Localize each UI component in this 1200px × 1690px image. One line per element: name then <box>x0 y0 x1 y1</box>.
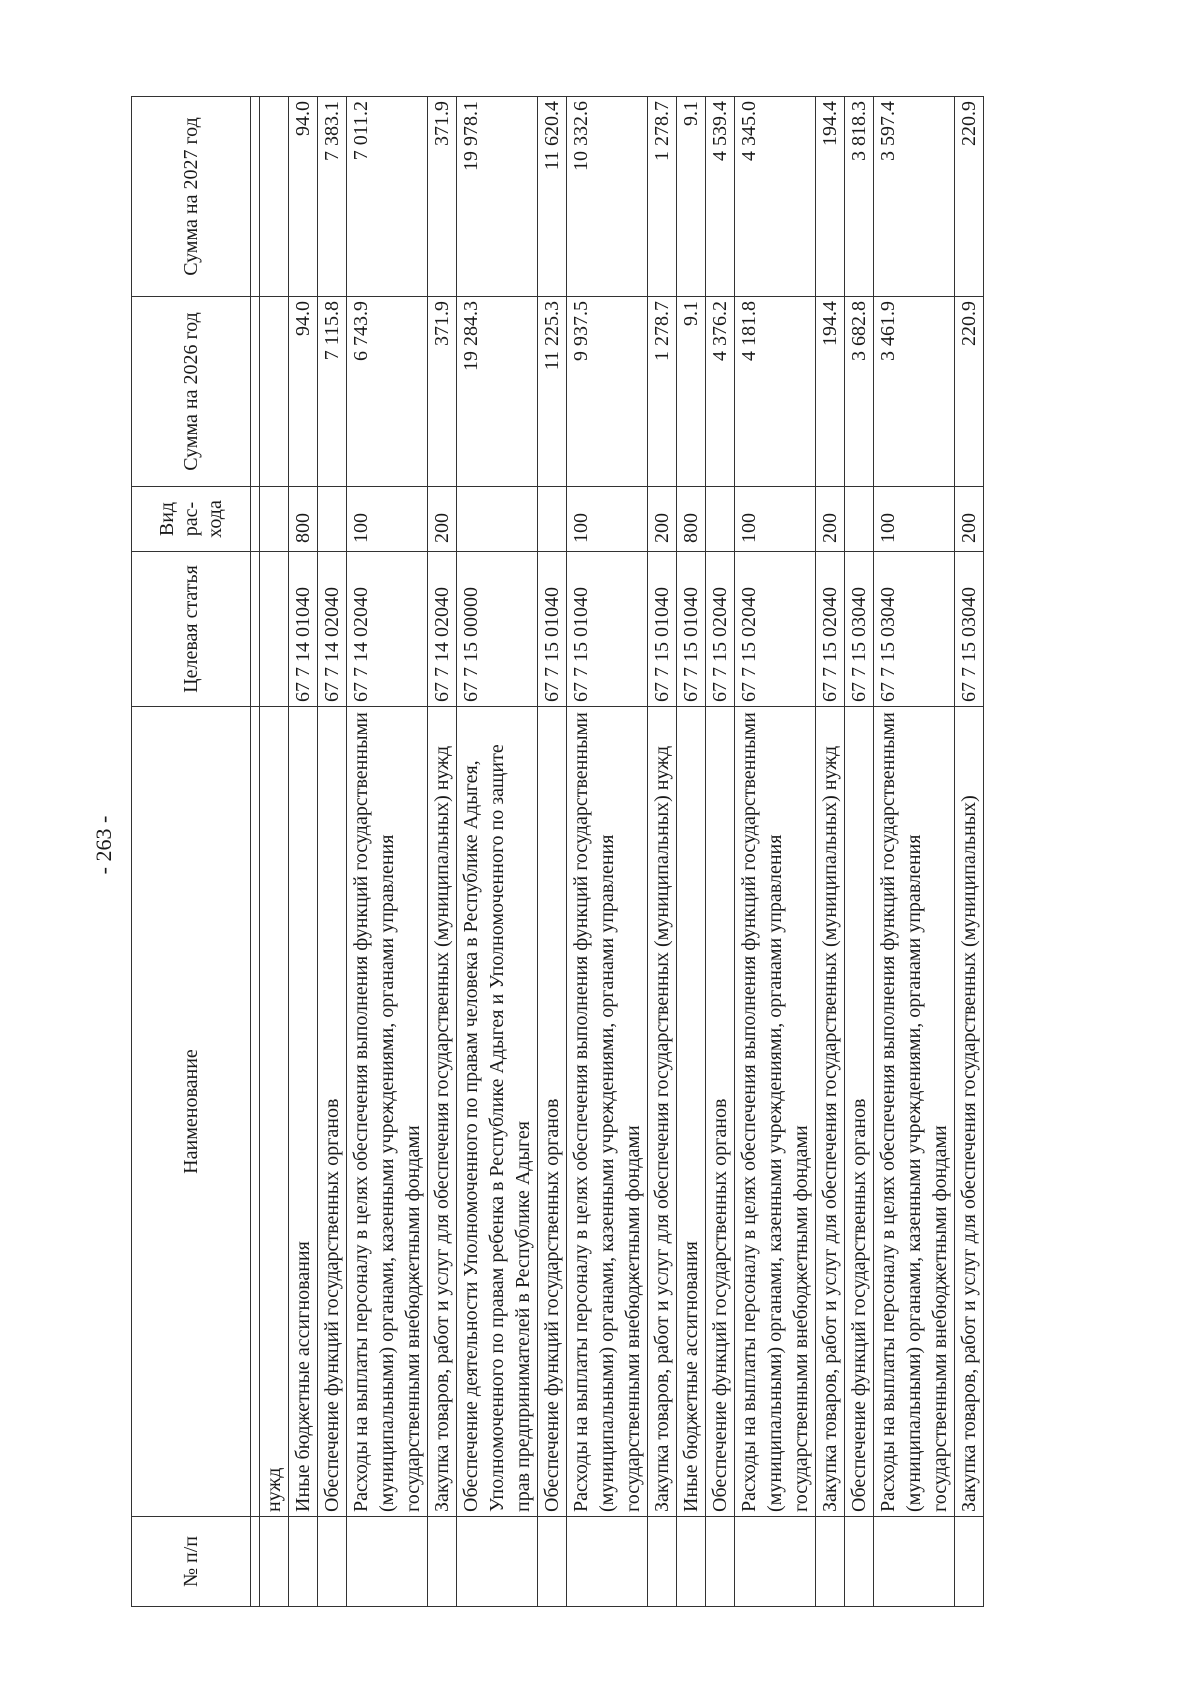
header-num: № п/п <box>132 1517 251 1607</box>
table-row <box>845 97 874 1607</box>
table-row <box>457 97 538 1607</box>
cell-sum-2027: 194.4 <box>816 97 845 297</box>
cell-sum-2027: 19 978.1 <box>457 97 538 297</box>
cell-num <box>874 1517 955 1607</box>
cell-sum-2026: 9 937.5 <box>567 297 648 487</box>
cell-num <box>735 1517 816 1607</box>
page-number: - 263 - <box>91 815 116 875</box>
cell-sum-2027 <box>260 97 289 297</box>
cell-sum-2027: 371.9 <box>428 97 457 297</box>
cell-sum-2027: 94.0 <box>289 97 318 297</box>
cell-expense-type: 100 <box>347 487 428 552</box>
cell-expense-type <box>457 487 538 552</box>
table-row <box>260 97 289 1607</box>
cell-target-article: 67 7 14 02040 <box>318 552 347 707</box>
cell-target-article: 67 7 15 03040 <box>955 552 984 707</box>
cell-sum-2026: 371.9 <box>428 297 457 487</box>
table-row-spacer <box>251 97 260 1607</box>
table-row <box>735 97 816 1607</box>
cell-sum-2026: 6 743.9 <box>347 297 428 487</box>
cell-expense-type: 800 <box>289 487 318 552</box>
cell-num <box>538 1517 567 1607</box>
cell-sum-2026: 7 115.8 <box>318 297 347 487</box>
table-row <box>874 97 955 1607</box>
cell-num <box>318 1517 347 1607</box>
cell-expense-type: 200 <box>955 487 984 552</box>
cell-sum-2027: 9.1 <box>677 97 706 297</box>
cell-num <box>816 1517 845 1607</box>
cell-name: Закупка товаров, работ и услуг для обеспечения государственных (муниципальных) нужд <box>648 707 677 1517</box>
cell-num <box>955 1517 984 1607</box>
cell-expense-type <box>845 487 874 552</box>
cell-expense-type: 100 <box>567 487 648 552</box>
table-row <box>538 97 567 1607</box>
table-body <box>251 97 984 1607</box>
cell-expense-type: 100 <box>874 487 955 552</box>
cell-expense-type <box>706 487 735 552</box>
cell-name: Обеспечение функций государственных органов <box>318 707 347 1517</box>
cell-name: Обеспечение функций государственных органов <box>538 707 567 1517</box>
cell-target-article: 67 7 15 02040 <box>706 552 735 707</box>
cell-target-article: 67 7 15 01040 <box>567 552 648 707</box>
table-row <box>347 97 428 1607</box>
cell-num <box>289 1517 318 1607</box>
cell-sum-2027: 1 278.7 <box>648 97 677 297</box>
cell-name: нужд <box>260 707 289 1517</box>
cell-sum-2026: 94.0 <box>289 297 318 487</box>
cell-name: Иные бюджетные ассигнования <box>289 707 318 1517</box>
cell-sum-2026: 19 284.3 <box>457 297 538 487</box>
cell-target-article: 67 7 15 01040 <box>648 552 677 707</box>
cell-num <box>648 1517 677 1607</box>
cell-sum-2027: 10 332.6 <box>567 97 648 297</box>
cell-sum-2026: 4 376.2 <box>706 297 735 487</box>
cell-expense-type <box>318 487 347 552</box>
cell-name: Закупка товаров, работ и услуг для обеспечения государственных (муниципальных) нужд <box>816 707 845 1517</box>
cell-target-article: 67 7 15 02040 <box>735 552 816 707</box>
header-name: Наименование <box>132 707 251 1517</box>
cell-sum-2026: 3 682.8 <box>845 297 874 487</box>
table-row <box>428 97 457 1607</box>
cell-sum-2026: 11 225.3 <box>538 297 567 487</box>
cell-num <box>457 1517 538 1607</box>
table-header-row <box>132 97 251 1607</box>
cell-name: Обеспечение деятельности Уполномоченного по правам человека в Республике Адыгея, Уполномоченного по правам ребенка в Республике Адыгея и Уполномоченного по защите прав предпринимателей в Республике Адыгея <box>457 707 538 1517</box>
cell-name: Расходы на выплаты персоналу в целях обеспечения выполнения функций государственными (муниципальными) органами, казенными учреждениями, органами управления государственными внебюджетными фондами <box>567 707 648 1517</box>
cell-num <box>260 1517 289 1607</box>
table-row <box>677 97 706 1607</box>
cell-target-article <box>260 552 289 707</box>
cell-sum-2027: 4 539.4 <box>706 97 735 297</box>
cell-sum-2026: 220.9 <box>955 297 984 487</box>
cell-sum-2027: 11 620.4 <box>538 97 567 297</box>
cell-expense-type <box>260 487 289 552</box>
cell-num <box>428 1517 457 1607</box>
cell-sum-2026 <box>260 297 289 487</box>
cell-name: Обеспечение функций государственных органов <box>845 707 874 1517</box>
cell-name: Обеспечение функций государственных органов <box>706 707 735 1517</box>
cell-target-article: 67 7 15 03040 <box>845 552 874 707</box>
budget-table <box>131 96 984 1607</box>
cell-name: Расходы на выплаты персоналу в целях обеспечения выполнения функций государственными (муниципальными) органами, казенными учреждениями, органами управления государственными внебюджетными фондами <box>874 707 955 1517</box>
table-row <box>289 97 318 1607</box>
cell-num <box>706 1517 735 1607</box>
cell-num <box>677 1517 706 1607</box>
cell-expense-type: 200 <box>816 487 845 552</box>
cell-name: Закупка товаров, работ и услуг для обеспечения государственных (муниципальных) <box>955 707 984 1517</box>
cell-sum-2027: 7 011.2 <box>347 97 428 297</box>
cell-expense-type: 200 <box>428 487 457 552</box>
cell-expense-type: 100 <box>735 487 816 552</box>
header-sum-2026: Сумма на 2026 год <box>132 297 251 487</box>
cell-expense-type <box>538 487 567 552</box>
cell-target-article: 67 7 15 03040 <box>874 552 955 707</box>
table-row <box>955 97 984 1607</box>
rotated-table-container <box>131 97 1098 1607</box>
header-kind: Вид рас-хода <box>132 487 251 552</box>
cell-sum-2026: 3 461.9 <box>874 297 955 487</box>
table-row <box>706 97 735 1607</box>
table-row <box>648 97 677 1607</box>
cell-name: Расходы на выплаты персоналу в целях обеспечения выполнения функций государственными (муниципальными) органами, казенными учреждениями, органами управления государственными внебюджетными фондами <box>347 707 428 1517</box>
cell-sum-2026: 4 181.8 <box>735 297 816 487</box>
cell-num <box>567 1517 648 1607</box>
cell-expense-type: 200 <box>648 487 677 552</box>
cell-target-article: 67 7 15 02040 <box>816 552 845 707</box>
cell-target-article: 67 7 15 01040 <box>538 552 567 707</box>
cell-target-article: 67 7 15 01040 <box>677 552 706 707</box>
cell-num <box>347 1517 428 1607</box>
cell-target-article: 67 7 14 01040 <box>289 552 318 707</box>
cell-target-article: 67 7 15 00000 <box>457 552 538 707</box>
header-code: Целевая статья <box>132 552 251 707</box>
table-row <box>318 97 347 1607</box>
cell-name: Расходы на выплаты персоналу в целях обеспечения выполнения функций государственными (муниципальными) органами, казенными учреждениями, органами управления государственными внебюджетными фондами <box>735 707 816 1517</box>
cell-target-article: 67 7 14 02040 <box>428 552 457 707</box>
cell-sum-2027: 3 818.3 <box>845 97 874 297</box>
table-row <box>567 97 648 1607</box>
cell-sum-2027: 220.9 <box>955 97 984 297</box>
cell-name: Иные бюджетные ассигнования <box>677 707 706 1517</box>
cell-sum-2026: 9.1 <box>677 297 706 487</box>
cell-sum-2027: 7 383.1 <box>318 97 347 297</box>
table-row <box>816 97 845 1607</box>
cell-num <box>845 1517 874 1607</box>
cell-name: Закупка товаров, работ и услуг для обеспечения государственных (муниципальных) нужд <box>428 707 457 1517</box>
cell-sum-2027: 4 345.0 <box>735 97 816 297</box>
cell-expense-type: 800 <box>677 487 706 552</box>
cell-sum-2026: 1 278.7 <box>648 297 677 487</box>
cell-sum-2027: 3 597.4 <box>874 97 955 297</box>
cell-sum-2026: 194.4 <box>816 297 845 487</box>
header-sum-2027: Сумма на 2027 год <box>132 97 251 297</box>
cell-target-article: 67 7 14 02040 <box>347 552 428 707</box>
